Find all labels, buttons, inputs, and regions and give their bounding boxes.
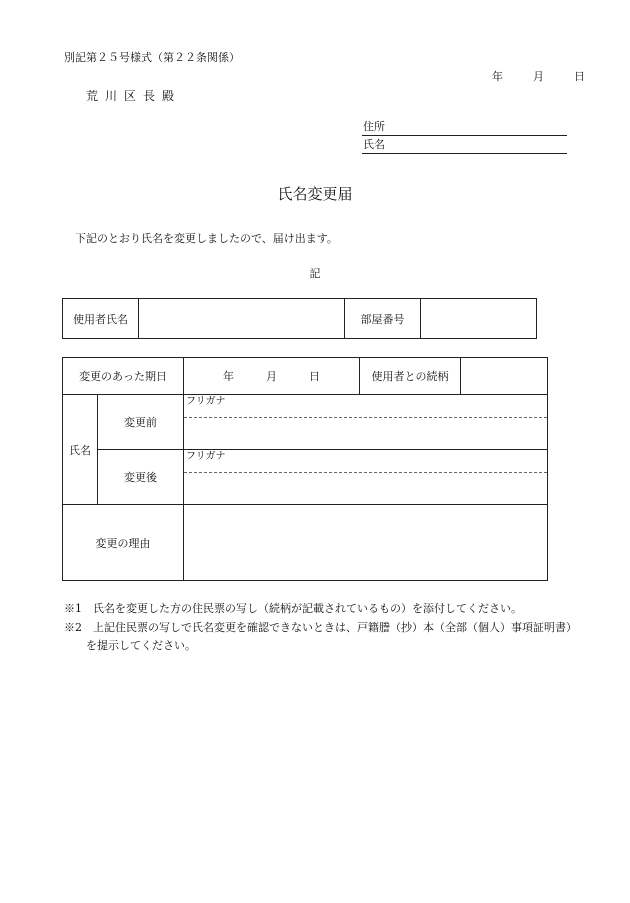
user-info-table [62, 298, 537, 339]
after-change-label: 変更後 [98, 450, 184, 505]
change-date-field[interactable] [184, 358, 360, 395]
applicant-name-field[interactable] [362, 137, 567, 154]
room-number-label: 部屋番号 [345, 299, 421, 339]
address-field[interactable] [362, 119, 567, 136]
user-name-field[interactable] [139, 299, 345, 339]
reason-label: 変更の理由 [63, 505, 184, 581]
before-name-field[interactable] [184, 395, 548, 450]
intro-text: 下記のとおり氏名を変更しましたので、届け出ます。 [75, 232, 338, 245]
room-number-field[interactable] [421, 299, 537, 339]
addressee: 荒川区長殿 [86, 89, 182, 103]
note-2-continuation: を提示してください。 [86, 639, 196, 652]
applicant-name-label: 氏名 [363, 138, 385, 151]
change-date-month: 月 [266, 370, 278, 383]
change-date-day: 日 [309, 370, 321, 383]
user-name-label: 使用者氏名 [63, 299, 139, 339]
date-month-label: 月 [533, 70, 544, 83]
ki-marker: 記 [309, 267, 321, 280]
after-furigana-label: フリガナ [184, 450, 547, 473]
before-furigana-label: フリガナ [184, 395, 547, 418]
name-row-label: 氏名 [63, 395, 98, 505]
after-name-field[interactable] [184, 450, 548, 505]
relation-field[interactable] [461, 358, 548, 395]
address-label: 住所 [363, 120, 385, 133]
change-details-table [62, 357, 548, 581]
form-title: 氏名変更届 [277, 185, 353, 203]
before-change-label: 変更前 [98, 395, 184, 450]
relation-label: 使用者との続柄 [360, 358, 461, 395]
form-identifier: 別記第２５号様式（第２２条関係） [64, 51, 240, 64]
submission-date [492, 68, 585, 84]
date-day-label: 日 [574, 70, 585, 83]
note-2: ※2 上記住民票の写しで氏名変更を確認できないときは、戸籍謄（抄）本（全部（個人）事項証明書） [64, 621, 577, 634]
date-year-label: 年 [492, 70, 503, 83]
reason-field[interactable] [184, 505, 548, 581]
note-1: ※1 氏名を変更した方の住民票の写し（続柄が記載されているもの）を添付してください。 [64, 602, 522, 615]
change-date-year: 年 [223, 370, 235, 383]
change-date-label: 変更のあった期日 [63, 358, 184, 395]
